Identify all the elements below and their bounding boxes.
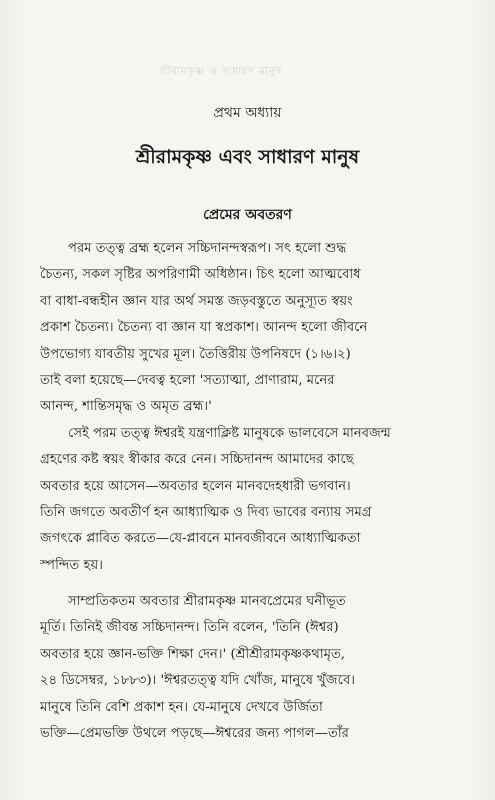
paragraph-line: মূর্তি। তিনিই জীবন্ত সচ্চিদানন্দ। তিনি বলেন, 'তিনি (ঈশ্বর) <box>40 620 339 636</box>
chapter-label: প্রথম অধ্যায় <box>213 105 282 121</box>
paragraph-line: জগৎকে প্লাবিত করতে—যে-প্লাবনে মানবজীবনে আধ্যাত্মিকতা <box>40 531 361 547</box>
paragraph-line: ২৪ ডিসেম্বর, ১৮৮৩)। 'ঈশ্বরতত্ত্ব যদি খোঁজ, মানুষে খুঁজবে। <box>40 673 355 689</box>
paragraph-line: সেই পরম তত্ত্ব ঈশ্বরই যন্ত্রণাক্লিষ্ট মানুষকে ভালবেসে মানবজন্ম <box>68 425 391 441</box>
show-through-running-head: শ্রীরামকৃষ্ণ ও সাধারণ মানুষ <box>160 66 283 77</box>
paragraph-line: স্পন্দিত হয়। <box>40 557 103 573</box>
paragraph-line: গ্রহণের কষ্ট স্বয়ং স্বীকার করে নেন। সচ্চিদানন্দ আমাদের কাছে <box>40 452 354 468</box>
paragraph-line: পরম তত্ত্ব ব্রহ্ম হলেন সচ্চিদানন্দস্বরূপ। সৎ হলো শুদ্ধ <box>68 241 347 256</box>
paragraph-line: আনন্দ, শান্তিসমৃদ্ধ ও অমৃত ব্রহ্ম।' <box>40 399 212 415</box>
paragraph-line: ভক্তি—প্রেমভক্তি উথলে পড়ছে—ঈশ্বরের জন্য পাগল—তাঁর <box>40 726 349 742</box>
paragraph-line: বা বাধা-বন্ধহীন জ্ঞান যার অর্থ সমস্ত জড়বস্তুতে অনুস্যূত স্বয়ং <box>40 293 353 309</box>
paragraph-line: তাই বলা হয়েছে—দেবত্ব হলো 'সত্যাত্মা, প্রাণারাম, মনের <box>40 372 335 388</box>
paragraph-line: চৈতন্য, সকল সৃষ্টির অপরিণামী অধিষ্ঠান। চিৎ হলো আত্মবোধ <box>40 267 361 283</box>
paragraph-line: অবতার হয়ে আসেন—অবতার হলেন মানবদেহধারী ভগবান। <box>40 478 351 494</box>
body-text <box>40 236 468 747</box>
chapter-title: শ্রীরামকৃষ্ণ এবং সাধারণ মানুষ <box>135 146 360 168</box>
paragraph-line: প্রকাশ চৈতন্য। চৈতন্য বা জ্ঞান যা স্বপ্রকাশ। আনন্দ হলো জীবনে <box>40 320 368 336</box>
paragraph-line: সাম্প্রতিকতম অবতার শ্রীরামকৃষ্ণ মানবপ্রেমের ঘনীভূত <box>68 594 346 610</box>
paragraph-line: অবতার হয়ে জ্ঞান-ভক্তি শিক্ষা দেন।' (শ্রীশ্রীরামকৃষ্ণকথামৃত, <box>40 646 346 662</box>
paragraph-line: মানুষে তিনি বেশি প্রকাশ হন। যে-মানুষে দেখবে উর্জিতা <box>40 699 323 715</box>
paragraph-line: উপভোগ্য যাবতীয় সুখের মূল। তৈত্তিরীয় উপনিষদে (১।৬।২) <box>40 346 351 362</box>
section-title: প্রেমের অবতরণ <box>203 207 292 223</box>
paragraph-line: তিনি জগতে অবতীর্ণ হন আধ্যাত্মিক ও দিব্য ভাবের বন্যায় সমগ্র <box>40 504 372 520</box>
